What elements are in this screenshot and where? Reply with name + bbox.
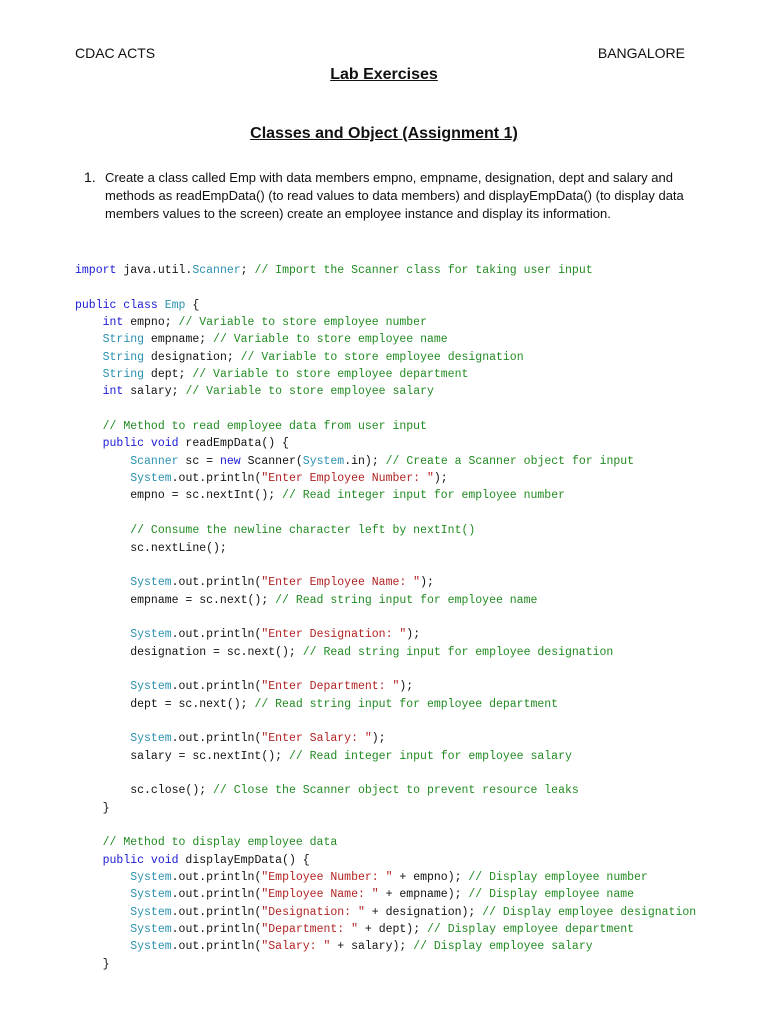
code-token: String bbox=[102, 368, 145, 382]
code-token: salary = sc.nextInt(); bbox=[75, 749, 289, 763]
code-token: System bbox=[302, 454, 345, 468]
code-token bbox=[75, 871, 130, 884]
code-token: dept; bbox=[144, 368, 193, 382]
code-token: System bbox=[130, 871, 172, 885]
code-line bbox=[75, 383, 696, 400]
section-title: Classes and Object (Assignment 1) bbox=[250, 125, 518, 142]
code-token: ; bbox=[240, 264, 255, 277]
code-token: ); bbox=[399, 680, 414, 694]
code-token: System bbox=[130, 628, 172, 642]
code-line bbox=[75, 366, 696, 383]
code-token: // Read string input for employee department bbox=[254, 697, 559, 711]
code-line bbox=[75, 869, 696, 886]
code-token bbox=[75, 455, 130, 468]
code-line bbox=[75, 522, 696, 539]
code-line bbox=[75, 626, 696, 643]
header-right: BANGALORE bbox=[597, 45, 685, 61]
code-line bbox=[75, 852, 696, 869]
code-token: .out.println( bbox=[171, 923, 262, 937]
code-token: System bbox=[130, 940, 172, 954]
code-token bbox=[75, 923, 130, 936]
code-token bbox=[75, 940, 130, 953]
code-token: ); bbox=[433, 472, 448, 486]
code-token: System bbox=[130, 680, 172, 694]
code-line bbox=[75, 800, 696, 817]
code-token: // Read string input for employee name bbox=[275, 593, 538, 607]
code-token: designation; bbox=[144, 350, 241, 364]
code-token: // Display employee number bbox=[468, 871, 648, 885]
code-token: // Read integer input for employee salary bbox=[288, 749, 572, 763]
code-token: // Import the Scanner class for taking user input bbox=[254, 264, 593, 277]
code-token: new bbox=[219, 454, 241, 468]
code-token bbox=[75, 351, 103, 364]
code-token: "Enter Employee Name: " bbox=[261, 576, 421, 590]
code-token bbox=[75, 854, 103, 867]
code-token: empname; bbox=[144, 333, 214, 347]
code-token: // Create a Scanner object for input bbox=[385, 454, 635, 468]
code-token: System bbox=[130, 905, 172, 919]
code-token: "Enter Designation: " bbox=[261, 628, 407, 642]
code-token bbox=[75, 836, 103, 849]
code-token bbox=[75, 333, 103, 346]
code-token: } bbox=[75, 957, 110, 971]
code-token: .out.println( bbox=[171, 628, 262, 642]
code-token: // Variable to store employee name bbox=[213, 333, 448, 347]
code-token: public void bbox=[102, 437, 179, 451]
code-token bbox=[75, 368, 103, 381]
code-line bbox=[75, 297, 696, 314]
code-token: + empname); bbox=[378, 888, 469, 902]
code-token: public void bbox=[102, 853, 179, 867]
code-line bbox=[75, 765, 696, 782]
code-line bbox=[75, 592, 696, 609]
code-line bbox=[75, 609, 696, 626]
code-token: System bbox=[130, 732, 172, 746]
code-token bbox=[75, 420, 103, 433]
code-line bbox=[75, 574, 696, 591]
code-token: .out.println( bbox=[171, 871, 262, 885]
code-token: // Variable to store employee salary bbox=[185, 385, 434, 399]
code-token: System bbox=[130, 576, 172, 590]
code-token: // Display employee salary bbox=[413, 940, 593, 954]
code-token: displayEmpData() { bbox=[178, 853, 310, 867]
code-token: // Variable to store employee number bbox=[178, 316, 427, 330]
code-token: { bbox=[185, 298, 200, 312]
code-token: System bbox=[130, 923, 172, 937]
code-line bbox=[75, 470, 696, 487]
code-token: .out.println( bbox=[171, 888, 262, 902]
code-token: sc.nextLine(); bbox=[75, 541, 227, 555]
code-token: readEmpData() { bbox=[178, 437, 289, 451]
code-token: .out.println( bbox=[171, 905, 262, 919]
code-token: // Variable to store employee designation bbox=[240, 350, 524, 364]
code-line bbox=[75, 349, 696, 366]
code-line bbox=[75, 314, 696, 331]
code-line bbox=[75, 418, 696, 435]
code-token: salary; bbox=[123, 385, 186, 399]
code-line bbox=[75, 453, 696, 470]
code-token: System bbox=[130, 472, 172, 486]
code-token: + designation); bbox=[364, 905, 483, 919]
code-token: "Salary: " bbox=[261, 940, 331, 954]
code-token: // Consume the newline character left by nextInt() bbox=[130, 524, 476, 538]
code-token: // Display employee department bbox=[427, 923, 635, 937]
code-line bbox=[75, 834, 696, 851]
code-token bbox=[75, 628, 130, 641]
code-token: int bbox=[102, 316, 124, 330]
code-token: public class bbox=[75, 298, 158, 312]
question-text: Create a class called Emp with data members empno, empname, designation, dept and salary and methods as readEmpData() (to read values to data members) and displayEmpData() (to display data members values to the screen) create an employee instance and display its information. bbox=[105, 170, 684, 221]
page-title: Lab Exercises bbox=[330, 66, 438, 83]
code-token: .in); bbox=[344, 454, 386, 468]
code-token: .out.println( bbox=[171, 732, 262, 746]
code-line bbox=[75, 678, 696, 695]
code-token: empname = sc.next(); bbox=[75, 593, 276, 607]
code-token: "Department: " bbox=[261, 923, 358, 937]
header-left: CDAC ACTS bbox=[75, 45, 156, 61]
code-token: ); bbox=[406, 628, 421, 642]
code-line bbox=[75, 730, 696, 747]
code-line bbox=[75, 921, 696, 938]
code-token: "Employee Name: " bbox=[261, 888, 379, 902]
code-token: .out.println( bbox=[171, 576, 262, 590]
code-token: } bbox=[75, 801, 110, 815]
code-token bbox=[75, 680, 130, 693]
code-token: sc.close(); bbox=[75, 784, 214, 798]
code-token: Scanner bbox=[192, 264, 241, 277]
code-block bbox=[75, 262, 696, 973]
code-token: .out.println( bbox=[171, 472, 262, 486]
code-token: // Method to read employee data from user input bbox=[102, 420, 427, 434]
code-token: ); bbox=[420, 576, 434, 590]
code-line bbox=[75, 782, 696, 799]
code-line bbox=[75, 401, 696, 418]
code-token: empno; bbox=[123, 316, 179, 330]
code-line bbox=[75, 487, 696, 504]
code-line bbox=[75, 557, 696, 574]
code-token bbox=[75, 437, 103, 450]
code-token: + empno); bbox=[392, 871, 469, 885]
code-token bbox=[75, 906, 130, 919]
code-line bbox=[75, 331, 696, 348]
code-token: int bbox=[102, 385, 124, 399]
code-token bbox=[75, 385, 103, 398]
code-token: java.util. bbox=[116, 264, 193, 277]
code-token: .out.println( bbox=[171, 940, 262, 954]
code-line bbox=[75, 748, 696, 765]
code-line bbox=[75, 904, 696, 921]
code-line bbox=[75, 540, 696, 557]
code-token: Scanner( bbox=[240, 454, 303, 468]
code-token: "Enter Department: " bbox=[261, 680, 400, 694]
question-number: 1. bbox=[84, 169, 96, 185]
code-token: "Employee Number: " bbox=[261, 871, 393, 885]
code-line bbox=[75, 661, 696, 678]
code-line bbox=[75, 956, 696, 973]
code-token: "Enter Employee Number: " bbox=[261, 472, 434, 486]
code-token: Scanner bbox=[130, 454, 179, 468]
code-token: String bbox=[102, 333, 145, 347]
code-token: dept = sc.next(); bbox=[75, 697, 255, 711]
code-line bbox=[75, 435, 696, 452]
code-token bbox=[75, 316, 103, 329]
code-token: + dept); bbox=[357, 923, 427, 937]
code-line bbox=[75, 713, 696, 730]
code-token: + salary); bbox=[330, 940, 414, 954]
code-token bbox=[75, 888, 130, 901]
code-line bbox=[75, 817, 696, 834]
code-token: // Method to display employee data bbox=[102, 836, 338, 850]
code-token: // Read string input for employee designation bbox=[302, 645, 614, 659]
code-token: "Enter Salary: " bbox=[261, 732, 372, 746]
code-line bbox=[75, 886, 696, 903]
code-token: Emp bbox=[164, 298, 186, 312]
code-line bbox=[75, 262, 696, 279]
code-token: // Display employee designation bbox=[482, 905, 697, 919]
code-token bbox=[158, 299, 165, 312]
code-token: "Designation: " bbox=[261, 905, 365, 919]
code-line bbox=[75, 279, 696, 296]
code-token: sc = bbox=[178, 454, 220, 468]
code-token bbox=[75, 732, 130, 745]
code-token bbox=[75, 524, 130, 537]
code-token: // Close the Scanner object to prevent resource leaks bbox=[213, 784, 579, 798]
code-token: .out.println( bbox=[171, 680, 262, 694]
code-line bbox=[75, 505, 696, 522]
code-token: // Display employee name bbox=[468, 888, 635, 902]
code-token: String bbox=[102, 350, 145, 364]
code-token bbox=[75, 472, 130, 485]
code-token: empno = sc.nextInt(); bbox=[75, 489, 283, 503]
code-token: // Read integer input for employee number bbox=[282, 489, 565, 503]
code-token: System bbox=[130, 888, 172, 902]
code-line bbox=[75, 696, 696, 713]
code-token: designation = sc.next(); bbox=[75, 645, 303, 659]
code-token: ); bbox=[371, 732, 386, 746]
code-line bbox=[75, 644, 696, 661]
code-token: // Variable to store employee department bbox=[192, 368, 469, 382]
code-token bbox=[75, 576, 130, 589]
code-line bbox=[75, 938, 696, 955]
code-token: import bbox=[75, 264, 117, 277]
